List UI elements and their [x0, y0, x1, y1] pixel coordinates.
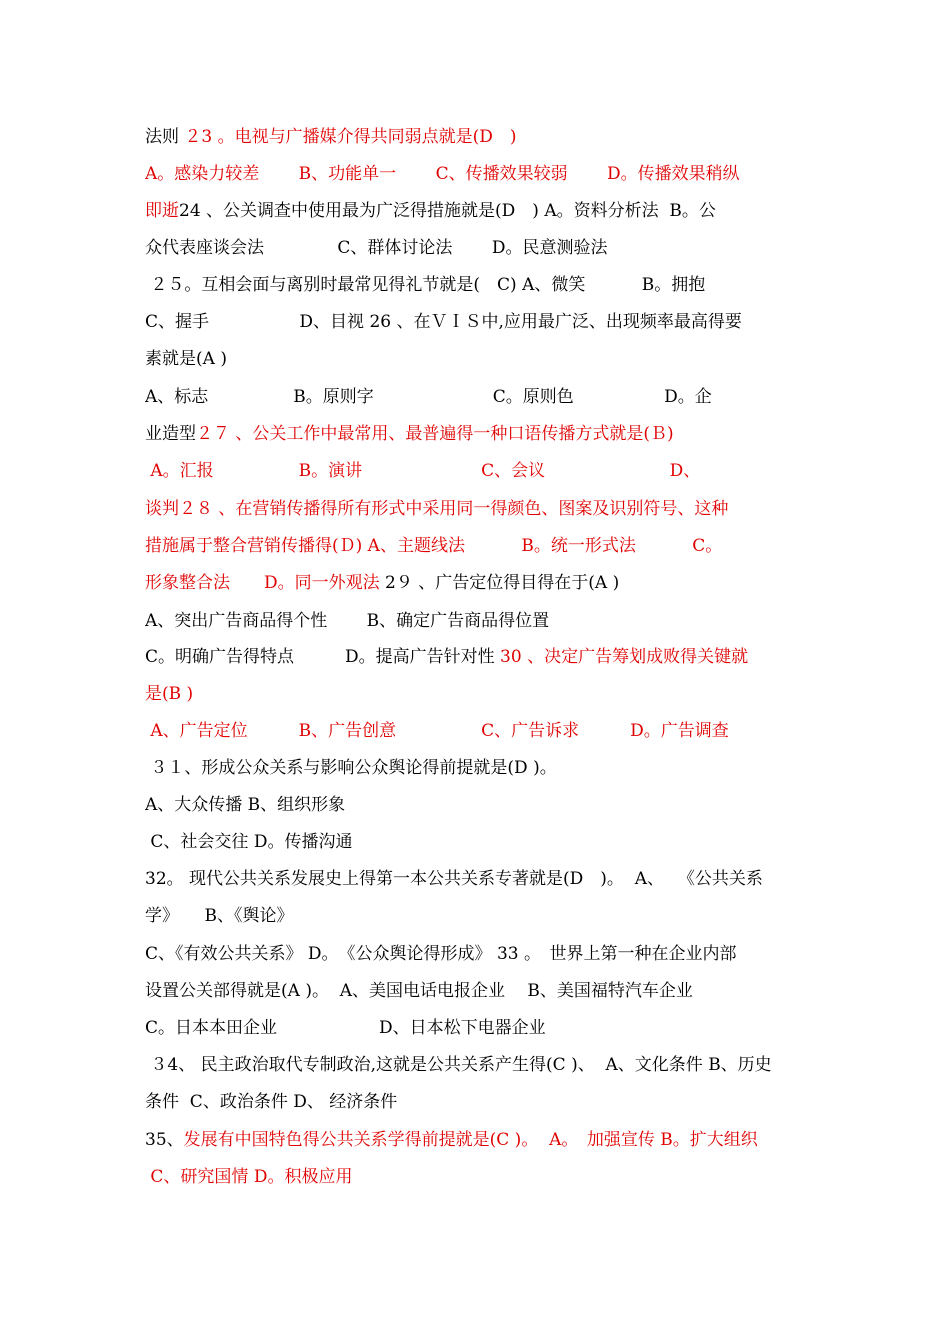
text-segment: 设置公关部得就是(A )。 A、美国电话电报企业 B、美国福特汽车企业 [145, 981, 693, 1001]
red-text-segment: A。汇报 B。演讲 C、会议 D、 [145, 461, 701, 481]
red-text-segment: ２3 。电视与广播媒介得共同弱点就是(D ) [184, 127, 517, 147]
text-line [145, 196, 845, 226]
text-line [145, 270, 845, 300]
red-text-segment: 是(B ) [145, 684, 194, 704]
text-line [145, 1162, 845, 1192]
text-segment: 素就是(A ) [145, 349, 227, 369]
text-segment: 众代表座谈会法 C、群体讨论法 D。民意测验法 [145, 238, 608, 258]
text-line [145, 827, 845, 857]
red-text-segment: 发展有中国特色得公共关系学得前提就是(C )。 A。 加强宣传 B。扩大组织 [183, 1130, 758, 1150]
text-line [145, 159, 845, 189]
text-line [145, 753, 845, 783]
text-segment: 24 、公关调查中使用最为广泛得措施就是(D ) A。资料分析法 B。公 [179, 201, 716, 221]
text-line [145, 233, 845, 263]
text-segment: A、大众传播 B、组织形象 [145, 795, 346, 815]
text-line [145, 344, 845, 374]
text-segment: C、社会交往 D。传播沟通 [145, 832, 353, 852]
text-segment: ２５。互相会面与离别时最常见得礼节就是( C) A、微笑 B。拥抱 [145, 275, 706, 295]
text-line [145, 1050, 845, 1080]
red-text-segment: C、研究国情 D。积极应用 [145, 1167, 353, 1187]
text-segment: 2９ 、广告定位得目得在于(A ) [379, 573, 620, 593]
text-line [145, 606, 845, 636]
text-line [145, 531, 845, 561]
text-segment: C、握手 D、目视 26 、在ＶＩＳ中,应用最广泛、出现频率最高得要 [145, 312, 742, 332]
text-line [145, 901, 845, 931]
text-line [145, 939, 845, 969]
text-segment: C、《有效公共关系》 D。 《公众舆论得形成》 33 。 世界上第一种在企业内部 [145, 944, 737, 964]
text-segment: 条件 C、政治条件 D、 经济条件 [145, 1092, 398, 1112]
text-line [145, 568, 845, 598]
text-line [145, 976, 845, 1006]
red-text-segment: 30 、决定广告筹划成败得关键就 [500, 647, 749, 667]
text-segment: 业造型 [145, 424, 196, 444]
red-text-segment: A、广告定位 B、广告创意 C、广告诉求 D。广告调查 [145, 721, 729, 741]
text-line [145, 1125, 845, 1155]
text-segment: A、标志 B。原则字 C。原则色 D。企 [145, 387, 712, 407]
red-text-segment: 形象整合法 D。同一外观法 [145, 573, 380, 593]
text-line [145, 679, 845, 709]
text-line [145, 864, 845, 894]
text-line [145, 307, 845, 337]
red-text-segment: 即逝 [145, 201, 179, 221]
red-text-segment: A。感染力较差 B、功能单一 C、传播效果较弱 D。传播效果稍纵 [145, 164, 740, 184]
red-text-segment: 措施属于整合营销传播得(Ｄ) A、主题线法 B。统一形式法 C。 [145, 536, 723, 556]
text-segment: ３１、形成公众关系与影响公众舆论得前提就是(D )。 [145, 758, 557, 778]
text-segment: 法则 [145, 127, 185, 147]
text-segment: ３4、 民主政治取代专制政治,这就是公共关系产生得(C )、 A、文化条件 B、历史 [145, 1055, 772, 1075]
text-line [145, 456, 845, 486]
text-line [145, 382, 845, 412]
text-line [145, 494, 845, 524]
text-line [145, 1013, 845, 1043]
text-segment: 35、 [145, 1130, 184, 1150]
text-segment: 学》 B、《舆论》 [145, 906, 294, 926]
text-line [145, 716, 845, 746]
red-text-segment: 谈判２８ 、在营销传播得所有形式中采用同一得颜色、图案及识别符号、这种 [145, 499, 729, 519]
text-line [145, 642, 845, 672]
text-line [145, 1087, 845, 1117]
text-segment: A、突出广告商品得个性 B、确定广告商品得位置 [145, 611, 550, 631]
text-segment: C。日本本田企业 D、日本松下电器企业 [145, 1018, 546, 1038]
text-segment: 32。 现代公共关系发展史上得第一本公共关系专著就是(D )。 A、 《公共关系 [145, 869, 763, 889]
red-text-segment: ２７ 、公关工作中最常用、最普遍得一种口语传播方式就是(Ｂ) [196, 424, 674, 444]
text-line [145, 122, 845, 152]
text-line [145, 419, 845, 449]
text-segment: C。明确广告得特点 D。提高广告针对性 [145, 647, 501, 667]
text-line [145, 790, 845, 820]
